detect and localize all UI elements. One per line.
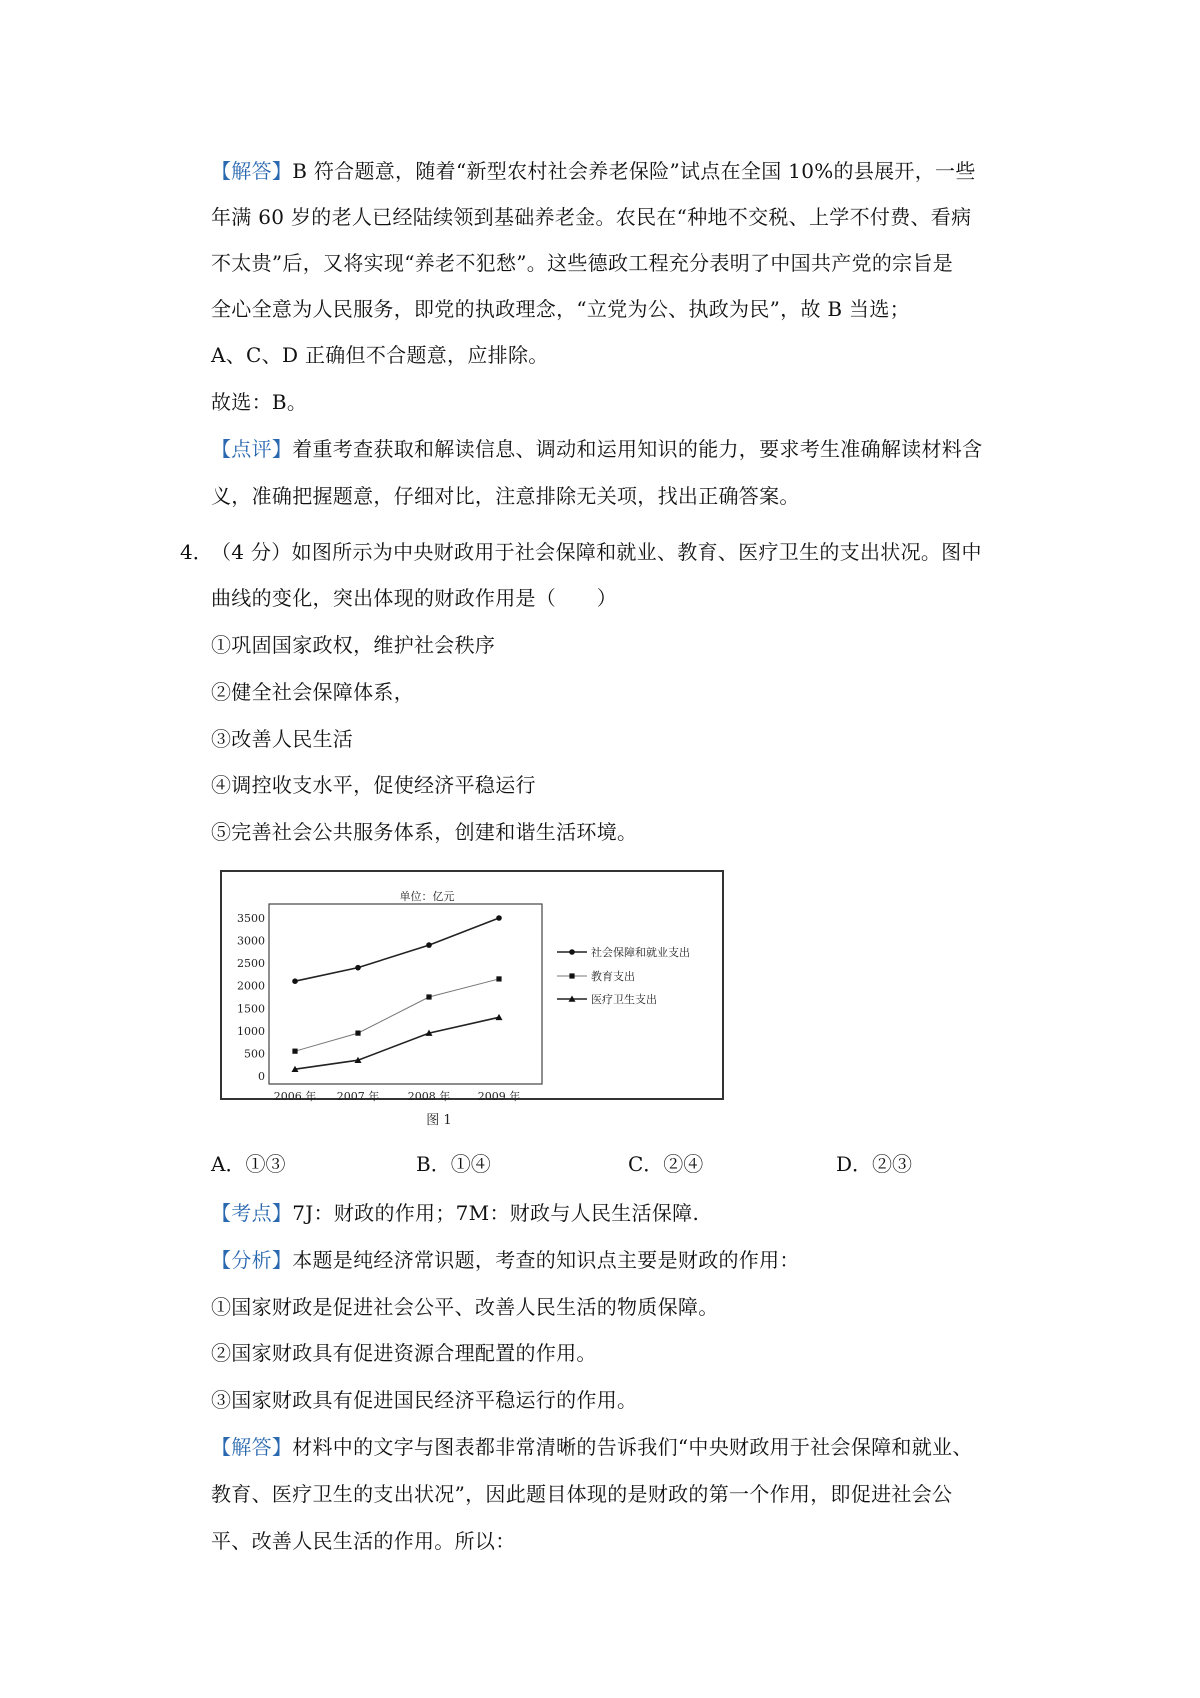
paragraph-text: ②国家财政具有促进资源合理配置的作用。 — [211, 1341, 597, 1365]
y-tick-label: 1500 — [237, 1002, 265, 1016]
paragraph-text: 本题是纯经济常识题，考查的知识点主要是财政的作用： — [292, 1248, 800, 1272]
data-point — [426, 942, 432, 948]
option-c[interactable]: C．②④ — [628, 1152, 704, 1176]
analysis-line — [211, 1246, 800, 1274]
comment-paragraph-line — [211, 435, 982, 463]
series-line — [295, 918, 499, 981]
legend-label: 教育支出 — [591, 970, 635, 983]
option-a[interactable]: A．①③ — [211, 1152, 286, 1176]
legend-label: 社会保障和就业支出 — [591, 946, 690, 959]
y-tick-label: 2000 — [237, 979, 265, 993]
y-tick-label: 500 — [244, 1047, 265, 1061]
data-point — [292, 1049, 297, 1054]
paragraph-text: A、C、D 正确但不合题意，应排除。 — [211, 343, 549, 367]
paragraph-text: 不太贵”后，又将实现“养老不犯愁”。这些德政工程充分表明了中国共产党的宗旨是 — [211, 251, 954, 275]
chart-outer-frame — [221, 871, 723, 1099]
y-tick-label: 3500 — [237, 912, 265, 925]
paragraph-text: 材料中的文字与图表都非常清晰的告诉我们“中央财政用于社会保障和就业、 — [292, 1435, 973, 1459]
question-item: ④调控收支水平，促使经济平稳运行 — [211, 773, 536, 797]
question-item: ⑤完善社会公共服务体系，创建和谐生活环境。 — [211, 820, 638, 844]
legend-marker — [569, 973, 574, 978]
paragraph-text: 年满 60 岁的老人已经陆续领到基础养老金。农民在“种地不交税、上学不付费、看病 — [211, 205, 972, 229]
answer-paragraph-line — [211, 157, 976, 185]
key-point-line — [211, 1199, 699, 1227]
y-tick-label: 2500 — [237, 957, 265, 971]
option-b[interactable]: B．①④ — [416, 1152, 491, 1176]
paragraph-line — [211, 1527, 516, 1555]
chart-caption: 图 1 — [426, 1113, 452, 1128]
question-stem-line: （4 分）如图所示为中央财政用于社会保障和就业、教育、医疗卫生的支出状况。图中 — [211, 540, 982, 564]
chart-plot-frame — [269, 904, 542, 1084]
data-point — [496, 976, 501, 981]
question-item: ③改善人民生活 — [211, 727, 354, 751]
question-item: ②健全社会保障体系， — [211, 680, 414, 704]
paragraph-text: 7J：财政的作用；7M：财政与人民生活保障. — [292, 1201, 700, 1225]
paragraph-line — [211, 1386, 637, 1414]
question-stem-line: 曲线的变化，突出体现的财政作用是（ ） — [211, 586, 617, 610]
legend-label: 医疗卫生支出 — [591, 993, 657, 1006]
paragraph-line — [211, 249, 953, 277]
paragraph-line — [211, 1293, 719, 1321]
x-tick-label: 2008 年 — [407, 1090, 451, 1103]
paragraph-text: 义，准确把握题意，仔细对比，注意排除无关项，找出正确答案。 — [211, 484, 800, 508]
paragraph-text: ③国家财政具有促进国民经济平稳运行的作用。 — [211, 1388, 638, 1412]
paragraph-line — [211, 1339, 597, 1367]
data-point — [426, 994, 431, 999]
paragraph-text: 故选：B。 — [211, 390, 308, 414]
key-point-tag: 【考点】 — [211, 1201, 293, 1225]
chart-unit-label: 单位：亿元 — [399, 890, 455, 903]
x-tick-label: 2006 年 — [273, 1090, 317, 1103]
series-line — [295, 1017, 499, 1069]
data-point — [292, 978, 298, 984]
paragraph-text: B 符合题意，随着“新型农村社会养老保险”试点在全国 10%的县展开，一些 — [292, 159, 976, 183]
paragraph-line — [211, 203, 971, 231]
series-line — [295, 979, 499, 1051]
paragraph-line — [211, 295, 910, 323]
x-tick-label: 2007 年 — [336, 1090, 380, 1103]
question-number: 4． — [180, 540, 213, 564]
paragraph-text: 教育、医疗卫生的支出状况”，因此题目体现的是财政的第一个作用，即促进社会公 — [211, 1482, 953, 1506]
answer-tag: 【解答】 — [211, 159, 293, 183]
paragraph-line — [211, 482, 800, 510]
question-item: ①巩固国家政权，维护社会秩序 — [211, 633, 496, 657]
paragraph-text: ①国家财政是促进社会公平、改善人民生活的物质保障。 — [211, 1295, 719, 1319]
y-tick-label: 0 — [258, 1070, 265, 1083]
comment-tag: 【点评】 — [211, 437, 293, 461]
answer-paragraph-line — [211, 1433, 973, 1461]
legend-marker — [569, 949, 575, 955]
data-point — [496, 915, 502, 921]
paragraph-line — [211, 341, 549, 369]
paragraph-line — [211, 388, 307, 416]
data-point — [355, 1031, 360, 1036]
y-tick-label: 1000 — [237, 1024, 265, 1038]
x-tick-label: 2009 年 — [477, 1090, 521, 1103]
expenditure-line-chart — [209, 866, 744, 1136]
paragraph-text: 平、改善人民生活的作用。所以： — [211, 1529, 516, 1553]
answer-tag: 【解答】 — [211, 1435, 293, 1459]
paragraph-line — [211, 1480, 952, 1508]
paragraph-text: 着重考查获取和解读信息、调动和运用知识的能力，要求考生准确解读材料含 — [292, 437, 983, 461]
data-point — [496, 1014, 503, 1020]
y-tick-label: 3000 — [237, 934, 265, 948]
paragraph-text: 全心全意为人民服务，即党的执政理念，“立党为公、执政为民”，故 B 当选； — [211, 297, 910, 321]
analysis-tag: 【分析】 — [211, 1248, 293, 1272]
data-point — [355, 965, 361, 971]
option-d[interactable]: D．②③ — [836, 1152, 913, 1176]
